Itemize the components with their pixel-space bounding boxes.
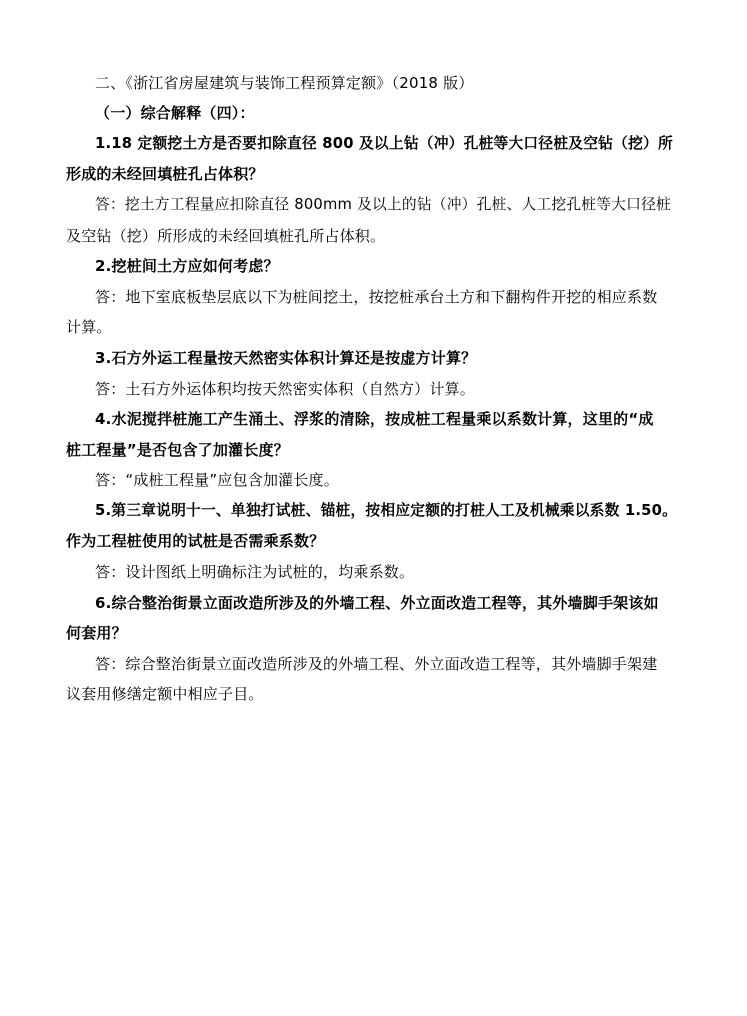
answer-3-line-1: 答：土石方外运体积均按天然密实体积（自然方）计算。 bbox=[95, 380, 476, 398]
answer-2-line-1: 答：地下室底板垫层底以下为桩间挖土，按挖桩承台土方和下翻构件开挖的相应系数 bbox=[95, 288, 658, 306]
answer-2-line-2: 计算。 bbox=[66, 318, 112, 336]
answer-6-line-2: 议套用修缮定额中相应子目。 bbox=[66, 685, 264, 703]
answer-6-line-1: 答：综合整治街景立面改造所涉及的外墙工程、外立面改造工程等，其外墙脚手架建 bbox=[95, 655, 658, 673]
answer-5-line-1: 答：设计图纸上明确标注为试桩的，均乘系数。 bbox=[95, 563, 415, 581]
subsection-title: （一）综合解释（四）： bbox=[95, 104, 255, 122]
answer-1-line-2: 及空钻（挖）所形成的未经回填桩孔所占体积。 bbox=[66, 227, 386, 245]
section-title: 二、《浙江省房屋建筑与装饰工程预算定额》（2018 版） bbox=[95, 74, 474, 92]
question-3-line-1: 3.石方外运工程量按天然密实体积计算还是按虚方计算？ bbox=[95, 349, 477, 367]
question-6-line-1: 6.综合整治街景立面改造所涉及的外墙工程、外立面改造工程等，其外墙脚手架该如 bbox=[95, 594, 659, 612]
question-4-line-1: 4.水泥搅拌桩施工产生涌土、浮浆的清除，按成桩工程量乘以系数计算，这里的“成 bbox=[95, 410, 654, 428]
question-6-line-2: 何套用？ bbox=[66, 624, 127, 642]
answer-1-line-1: 答：挖土方工程量应扣除直径 800mm 及以上的钻（冲）孔桩、人工挖孔桩等大口径桩 bbox=[95, 196, 671, 213]
question-2-line-1: 2.挖桩间土方应如何考虑？ bbox=[95, 257, 279, 275]
question-5-line-1: 5.第三章说明十一、单独打试桩、锚桩，按相应定额的打桩人工及机械乘以系数 1.50。 bbox=[95, 502, 678, 519]
question-5-line-2: 作为工程桩使用的试桩是否需乘系数？ bbox=[66, 532, 325, 550]
answer-4-line-1: 答：“成桩工程量”应包含加灌长度。 bbox=[95, 471, 339, 489]
question-1-line-2: 形成的未经回填桩孔占体积？ bbox=[66, 165, 264, 183]
question-1-line-1: 1.18 定额挖土方是否要扣除直径 800 及以上钻（冲）孔桩等大口径桩及空钻（挖）所 bbox=[95, 135, 673, 152]
question-4-line-2: 桩工程量”是否包含了加灌长度？ bbox=[66, 441, 289, 459]
